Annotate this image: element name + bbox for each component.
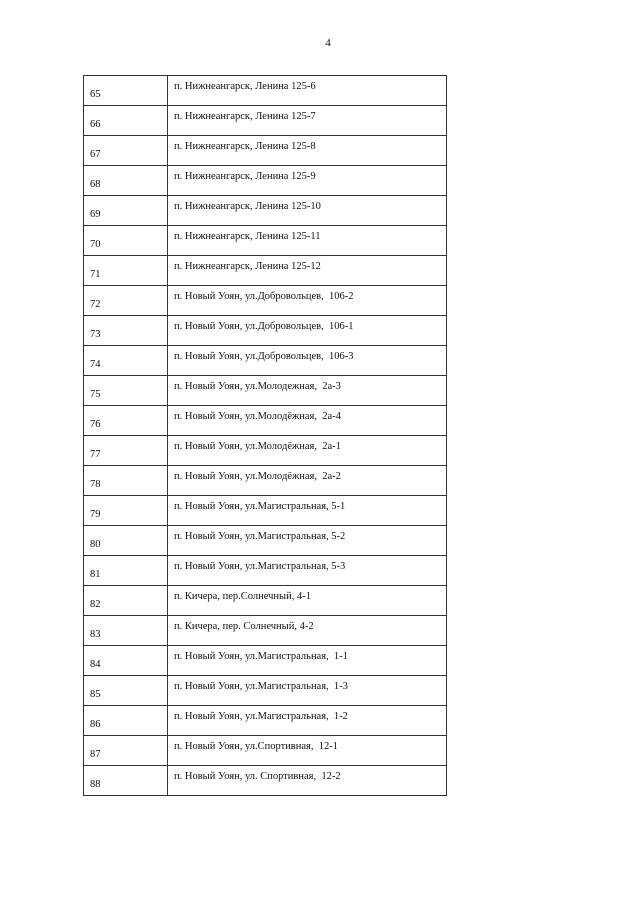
row-address: п. Новый Уоян, ул.Магистральная, 1-1 — [168, 646, 447, 676]
row-number: 78 — [84, 466, 168, 496]
row-address: п. Новый Уоян, ул.Молодёжная, 2а-4 — [168, 406, 447, 436]
address-table-body — [84, 76, 447, 796]
row-address: п. Новый Уоян, ул.Добровольцев, 106-2 — [168, 286, 447, 316]
table-row — [84, 346, 447, 376]
row-address: п. Новый Уоян, ул.Спортивная, 12-1 — [168, 736, 447, 766]
address-table — [83, 75, 447, 796]
table-row — [84, 196, 447, 226]
table-row — [84, 226, 447, 256]
row-number: 73 — [84, 316, 168, 346]
row-address: п. Новый Уоян, ул.Добровольцев, 106-3 — [168, 346, 447, 376]
row-number: 65 — [84, 76, 168, 106]
row-number: 87 — [84, 736, 168, 766]
row-number: 79 — [84, 496, 168, 526]
row-number: 83 — [84, 616, 168, 646]
row-address: п. Нижнеангарск, Ленина 125-11 — [168, 226, 447, 256]
table-row — [84, 676, 447, 706]
row-number: 88 — [84, 766, 168, 796]
row-address: п. Новый Уоян, ул.Молодёжная, 2а-1 — [168, 436, 447, 466]
row-address: п. Новый Уоян, ул. Спортивная, 12-2 — [168, 766, 447, 796]
table-row — [84, 736, 447, 766]
table-row — [84, 556, 447, 586]
row-address: п. Нижнеангарск, Ленина 125-7 — [168, 106, 447, 136]
table-row — [84, 376, 447, 406]
table-row — [84, 706, 447, 736]
table-row — [84, 286, 447, 316]
row-address: п. Кичера, пер.Солнечный, 4-1 — [168, 586, 447, 616]
table-row — [84, 316, 447, 346]
row-number: 72 — [84, 286, 168, 316]
row-number: 71 — [84, 256, 168, 286]
row-address: п. Нижнеангарск, Ленина 125-10 — [168, 196, 447, 226]
row-address: п. Нижнеангарск, Ленина 125-9 — [168, 166, 447, 196]
row-address: п. Новый Уоян, ул.Магистральная, 1-2 — [168, 706, 447, 736]
table-row — [84, 526, 447, 556]
row-number: 74 — [84, 346, 168, 376]
row-address: п. Нижнеангарск, Ленина 125-6 — [168, 76, 447, 106]
row-number: 86 — [84, 706, 168, 736]
row-number: 77 — [84, 436, 168, 466]
row-address: п. Новый Уоян, ул.Магистральная, 5-2 — [168, 526, 447, 556]
row-number: 85 — [84, 676, 168, 706]
table-row — [84, 256, 447, 286]
table-row — [84, 466, 447, 496]
table-row — [84, 766, 447, 796]
row-number: 80 — [84, 526, 168, 556]
row-address: п. Новый Уоян, ул.Магистральная, 5-3 — [168, 556, 447, 586]
row-number: 84 — [84, 646, 168, 676]
row-address: п. Новый Уоян, ул.Добровольцев, 106-1 — [168, 316, 447, 346]
row-address: п. Кичера, пер. Солнечный, 4-2 — [168, 616, 447, 646]
table-row — [84, 136, 447, 166]
row-number: 68 — [84, 166, 168, 196]
table-row — [84, 406, 447, 436]
table-row — [84, 166, 447, 196]
table-row — [84, 646, 447, 676]
row-address: п. Новый Уоян, ул.Молодежная, 2а-3 — [168, 376, 447, 406]
table-row — [84, 616, 447, 646]
row-number: 67 — [84, 136, 168, 166]
page-number: 4 — [325, 37, 331, 49]
row-address: п. Новый Уоян, ул.Магистральная, 5-1 — [168, 496, 447, 526]
row-address: п. Новый Уоян, ул.Магистральная, 1-3 — [168, 676, 447, 706]
row-address: п. Нижнеангарск, Ленина 125-12 — [168, 256, 447, 286]
table-row — [84, 496, 447, 526]
table-row — [84, 436, 447, 466]
row-number: 76 — [84, 406, 168, 436]
table-row — [84, 76, 447, 106]
row-address: п. Новый Уоян, ул.Молодёжная, 2а-2 — [168, 466, 447, 496]
row-number: 70 — [84, 226, 168, 256]
row-number: 66 — [84, 106, 168, 136]
row-number: 75 — [84, 376, 168, 406]
row-address: п. Нижнеангарск, Ленина 125-8 — [168, 136, 447, 166]
row-number: 81 — [84, 556, 168, 586]
row-number: 82 — [84, 586, 168, 616]
table-row — [84, 586, 447, 616]
row-number: 69 — [84, 196, 168, 226]
table-row — [84, 106, 447, 136]
